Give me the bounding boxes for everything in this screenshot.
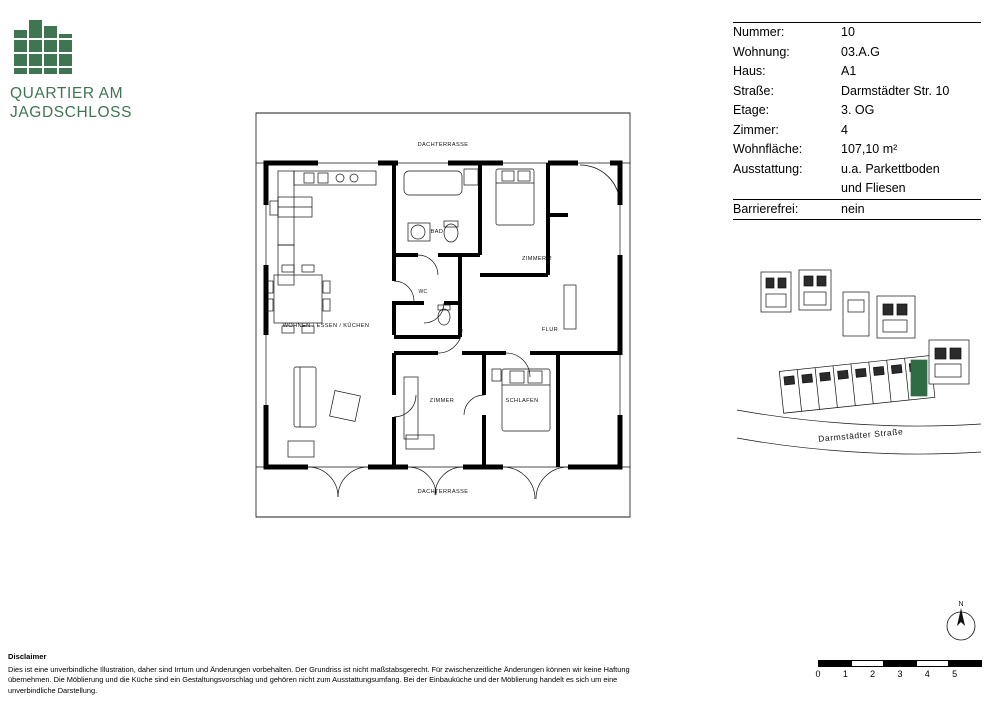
info-key: Straße: <box>733 83 774 98</box>
scale-segment <box>884 661 917 666</box>
scale-tick: 2 <box>870 669 876 679</box>
info-key: Wohnung: <box>733 44 790 59</box>
info-bottom-rule <box>733 219 981 220</box>
info-value: 3. OG <box>841 103 875 117</box>
logo-line-2: JAGDSCHLOSS <box>10 104 133 121</box>
info-key: Zimmer: <box>733 122 779 137</box>
unit-accessibility-table <box>733 200 981 220</box>
info-value: nein <box>841 201 865 216</box>
room-label-terrace-top: DACHTERRASSE <box>417 142 469 148</box>
info-key: Etage: <box>733 103 770 117</box>
table-row <box>733 43 981 63</box>
disclaimer-text: Dies ist eine unverbindliche Illustration, daher sind Irrtum und Änderungen vorbehalten. Der Grundriss ist nicht maßstabsgerecht. Für zwischenzeitliche Änderungen können wir keine Haftung übernehmen. Die Möblierung und die Küche sind ein Gestaltungsvorschlag und gehören nicht zum Ausstattungsumfang. Bei der Einbauküche und der Möblierung handelt es sich um eine unverbindliche Darstellung. <box>8 664 630 695</box>
highlighted-unit <box>911 360 927 396</box>
disclaimer-title: Disclaimer <box>8 652 47 661</box>
unit-info-panel <box>733 22 981 220</box>
info-value: 107,10 m² <box>841 142 898 156</box>
unit-info-table <box>733 23 981 199</box>
table-row <box>733 82 981 102</box>
info-value: und Fliesen <box>841 181 906 195</box>
room-label-living: WOHNEN / ESSEN / KÜCHEN <box>282 323 370 329</box>
scale-bar-labels <box>815 669 982 679</box>
room-label-terrace-bottom: DACHTERRASSE <box>417 489 469 495</box>
scale-bar-segments <box>818 660 982 667</box>
table-row <box>733 160 981 180</box>
room-label-wc: WC <box>418 289 428 295</box>
info-value: 4 <box>841 122 848 137</box>
compass-icon <box>940 600 982 646</box>
table-row <box>733 23 981 43</box>
scale-tick: 5 <box>952 669 958 679</box>
site-map <box>733 252 983 467</box>
info-key: Haus: <box>733 64 766 78</box>
room-label-room: ZIMMER <box>429 398 455 404</box>
room-label-room2: ZIMMER 2 <box>522 256 552 262</box>
scale-tick: 1 <box>842 669 848 679</box>
info-key: Ausstattung: <box>733 161 803 176</box>
info-value: 03.A.G <box>841 44 880 59</box>
scale-tick: 0 <box>815 669 821 679</box>
info-key <box>733 179 841 199</box>
room-label-bath: BAD <box>430 229 444 235</box>
table-row <box>733 179 981 199</box>
table-row <box>733 121 981 141</box>
logo-wordmark <box>10 84 190 122</box>
room-label-hall: FLUR <box>541 327 559 333</box>
info-key: Wohnfläche: <box>733 142 803 156</box>
info-value: Darmstädter Str. 10 <box>841 83 950 98</box>
info-key: Barrierefrei: <box>733 201 799 216</box>
table-row <box>733 101 981 121</box>
table-row <box>733 140 981 160</box>
brand-logo <box>10 16 190 122</box>
scale-tick: 4 <box>924 669 930 679</box>
scale-segment <box>852 661 885 666</box>
logo-mark-icon <box>10 16 82 74</box>
info-value: A1 <box>841 64 857 78</box>
info-key: Nummer: <box>733 25 785 39</box>
scale-bar <box>815 660 982 679</box>
table-row <box>733 62 981 82</box>
scale-segment <box>917 661 950 666</box>
scale-tick: 3 <box>897 669 903 679</box>
scale-segment <box>949 661 981 666</box>
info-value: u.a. Parkettboden <box>841 161 940 176</box>
svg-text:N: N <box>958 601 964 608</box>
disclaimer <box>8 652 648 696</box>
room-label-bedroom: SCHLAFEN <box>505 398 539 404</box>
site-map-street-label: Darmstädter Straße <box>817 426 904 444</box>
table-row <box>733 200 981 220</box>
scale-segment <box>819 661 852 666</box>
info-value: 10 <box>841 25 855 39</box>
floor-plan <box>248 105 638 535</box>
logo-line-1: QUARTIER AM <box>10 85 124 102</box>
